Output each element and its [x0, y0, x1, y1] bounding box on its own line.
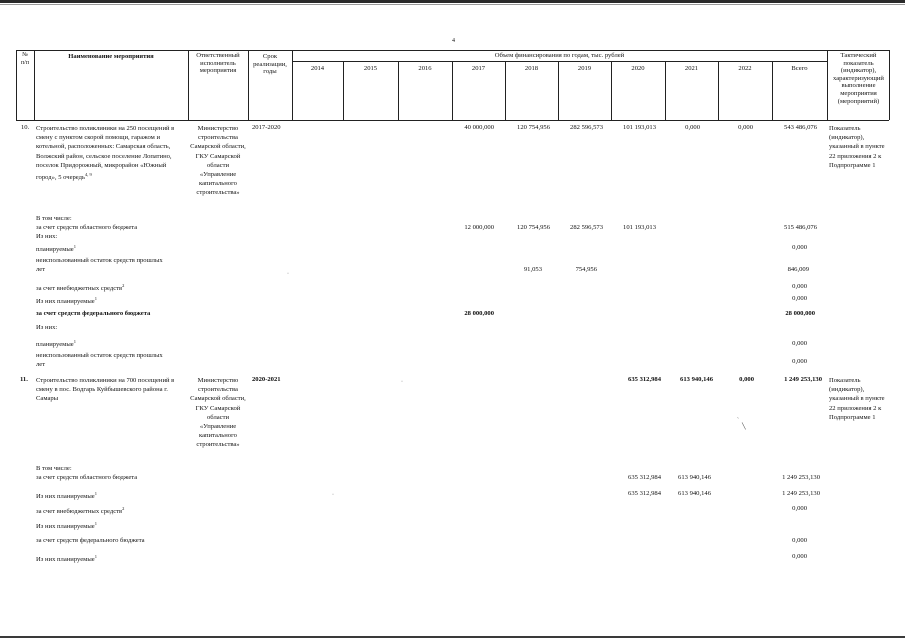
row-10-2022: 0,000: [738, 124, 753, 131]
row-11-num: 11.: [20, 376, 28, 383]
row-10-indicator: Показатель (индикатор), указанный в пункте 22 приложения 2 к Подпрограмме 1: [829, 125, 885, 169]
page-number: 4: [452, 38, 455, 44]
row-10-federal-planned-label: [36, 338, 76, 350]
row-10-unused-total: 846,009: [787, 266, 809, 273]
header-year-2017: 2017: [471, 65, 486, 72]
row-11-incl-label: В том числе:: [36, 465, 72, 472]
row-10-regional-2019: 282 596,573: [570, 224, 603, 231]
header-responsible: Ответственный исполнитель мероприятия: [196, 52, 240, 75]
header-year-2019: 2019: [577, 65, 592, 72]
row-11-name: Строительство поликлиники на 700 посещений в смену в пос. Водгарь Куйбышевского района г. Самары: [36, 377, 175, 403]
header-year-2018: 2018: [524, 65, 539, 72]
row-10-total: 543 486,076: [784, 124, 817, 131]
row-10-2019: 282 596,573: [570, 124, 603, 131]
row-11-regional-label: за счет средств областного бюджета: [36, 474, 138, 481]
row-10-federal-total: 28 000,000: [785, 310, 815, 317]
row-10-2018: 120 754,956: [517, 124, 550, 131]
header-year-2016: 2016: [418, 65, 432, 72]
row-10-unused-label: неиспользованный остаток средств прошлых лет: [36, 257, 163, 274]
row-11-federal-planned-total: 0,000: [792, 553, 807, 560]
row-10-regional-2018: 120 754,956: [517, 224, 550, 231]
header-year-2020: 2020: [631, 65, 645, 72]
row-10-offbudget-planned-label: [36, 295, 97, 307]
row-10-regional-2020: 101 193,013: [623, 224, 656, 231]
row-10-offbudget-total: 0,000: [792, 283, 807, 290]
row-11-offbudget-planned-footnote: 1: [94, 521, 97, 526]
row-11-period: 2020-2021: [252, 376, 281, 383]
row-10-period: 2017-2020: [252, 124, 281, 131]
row-11-total: 1 249 253,130: [784, 376, 822, 383]
row-10-federal-label: за счет средств федерального бюджета: [36, 310, 151, 317]
row-10-offbudget-label: [36, 282, 124, 294]
scan-top-edge-line: [0, 4, 905, 5]
scan-speck: ·: [401, 379, 403, 385]
row-10-planned-label: [36, 243, 76, 255]
row-10-offbudget-planned-total: 0,000: [792, 295, 807, 302]
row-11-regional-2021: 613 940,146: [678, 474, 711, 481]
row-11-planned-2021: 613 940,146: [678, 490, 711, 497]
row-11-2022: 0,000: [739, 376, 754, 383]
grid-line: [827, 50, 828, 120]
header-year-2014: 2014: [310, 65, 325, 72]
header-name: Наименование мероприятия: [68, 53, 154, 60]
grid-line: [292, 61, 827, 62]
row-10-of-them-label: Из них:: [36, 233, 58, 240]
row-10-offbudget-footnote: 2: [122, 283, 125, 288]
header-year-total: Всего: [791, 65, 808, 72]
row-11-planned-footnote: 1: [94, 491, 97, 496]
scan-speck: ·: [332, 492, 334, 498]
row-11-federal-total: 0,000: [792, 537, 807, 544]
row-11-federal-planned-footnote: 1: [94, 554, 97, 559]
row-10-federal-unused-label: неиспользованный остаток средств прошлых лет: [36, 352, 163, 369]
row-10-2021: 0,000: [685, 124, 700, 131]
row-10-offbudget-planned-text: Из них планируемые: [36, 298, 95, 306]
header-volume: Объем финансирования по годам, тыс. рублей: [494, 52, 625, 59]
row-11-2021: 613 940,146: [680, 376, 713, 383]
row-10-federal-2017: 28 000,000: [464, 310, 494, 317]
row-10-incl-label: В том числе:: [36, 215, 72, 222]
row-10-2017: 40 000,000: [464, 124, 494, 131]
header-year-2015: 2015: [363, 65, 378, 72]
row-11-planned-total: 1 249 253,130: [782, 490, 820, 497]
row-11-indicator: Показатель (индикатор), указанный в пункте 22 приложения 2 к Подпрограмме 1: [829, 377, 885, 421]
row-10-federal-planned-text: планируемые: [36, 341, 74, 349]
row-10-name-footnote: 4, 9: [85, 172, 92, 178]
row-11-planned-2020: 635 312,984: [628, 490, 661, 497]
row-10-regional-label: за счет средств областного бюджета: [36, 224, 138, 231]
scan-speck: `: [737, 418, 739, 424]
row-11-offbudget-label: [36, 505, 124, 517]
row-11-federal-planned-label: [36, 553, 97, 565]
header-year-2022: 2022: [738, 65, 752, 72]
row-10-unused-2018: 91,053: [523, 266, 542, 273]
row-11-offbudget-planned-text: Из них планируемые: [36, 523, 95, 531]
row-11-regional-total: 1 249 253,130: [782, 474, 820, 481]
scan-bottom-edge: [0, 636, 905, 638]
scan-top-edge: [0, 0, 905, 3]
row-10-offbudget-text: за счет внебюджетных средств: [36, 285, 123, 293]
row-10-name: [36, 124, 188, 182]
grid-line: [889, 50, 890, 120]
scan-speck: ╲: [742, 424, 746, 430]
row-11-responsible: Министерство строительства Самарской области, ГКУ Самарской области «Управление капитального строительства»: [190, 377, 246, 449]
row-10-federal-planned-footnote: 1: [73, 339, 76, 344]
row-11-federal-label: за счет средств федерального бюджета: [36, 537, 145, 544]
row-11-planned-text: Из них планируемые: [36, 493, 95, 501]
grid-line: [16, 50, 889, 51]
row-11-offbudget-footnote: 2: [122, 506, 125, 511]
row-10-planned-text: планируемые: [36, 246, 74, 254]
row-10-regional-total: 515 486,076: [784, 224, 817, 231]
row-10-planned-footnote: 1: [73, 244, 76, 249]
row-10-responsible: Министерство строительства Самарской области, ГКУ Самарской области «Управление капитального строительства»: [190, 125, 246, 197]
scan-speck: ·: [287, 271, 289, 277]
row-11-2020: 635 312,984: [628, 376, 661, 383]
row-10-2020: 101 193,013: [623, 124, 656, 131]
row-10-offbudget-planned-footnote: 1: [94, 296, 97, 301]
row-10-federal-unused-total: 0,000: [792, 358, 807, 365]
row-10-num: 10.: [21, 124, 30, 131]
row-11-offbudget-total: 0,000: [792, 505, 807, 512]
row-11-planned-label: [36, 490, 97, 502]
row-10-name-text: Строительство поликлиники на 250 посещений в смену с пунктом скорой помощи, гаражом и котельной, расположенных: Самарская область, Волжский район, сельское поселение Лопатино, поселок Придорожный, микрорайон «Южный город», 5 очередь: [36, 125, 175, 182]
row-10-planned-total: 0,000: [792, 244, 807, 251]
row-11-federal-planned-text: Из них планируемые: [36, 556, 95, 564]
row-10-federal-planned-total: 0,000: [792, 340, 807, 347]
header-year-2021: 2021: [684, 65, 699, 72]
row-11-offbudget-text: за счет внебюджетных средств: [36, 508, 123, 516]
row-11-offbudget-planned-label: [36, 520, 97, 532]
header-num: № п/п: [20, 52, 30, 66]
row-10-unused-2019: 754,956: [575, 266, 597, 273]
row-10-of-them2-label: Из них:: [36, 324, 58, 331]
row-11-regional-2020: 635 312,984: [628, 474, 661, 481]
grid-line: [16, 120, 889, 121]
header-period: Срок реализации, годы: [253, 53, 287, 76]
header-indicator: Тактический показатель (индикатор), характеризующий выполнение мероприятия (мероприятий): [833, 52, 884, 105]
row-10-regional-2017: 12 000,000: [464, 224, 494, 231]
